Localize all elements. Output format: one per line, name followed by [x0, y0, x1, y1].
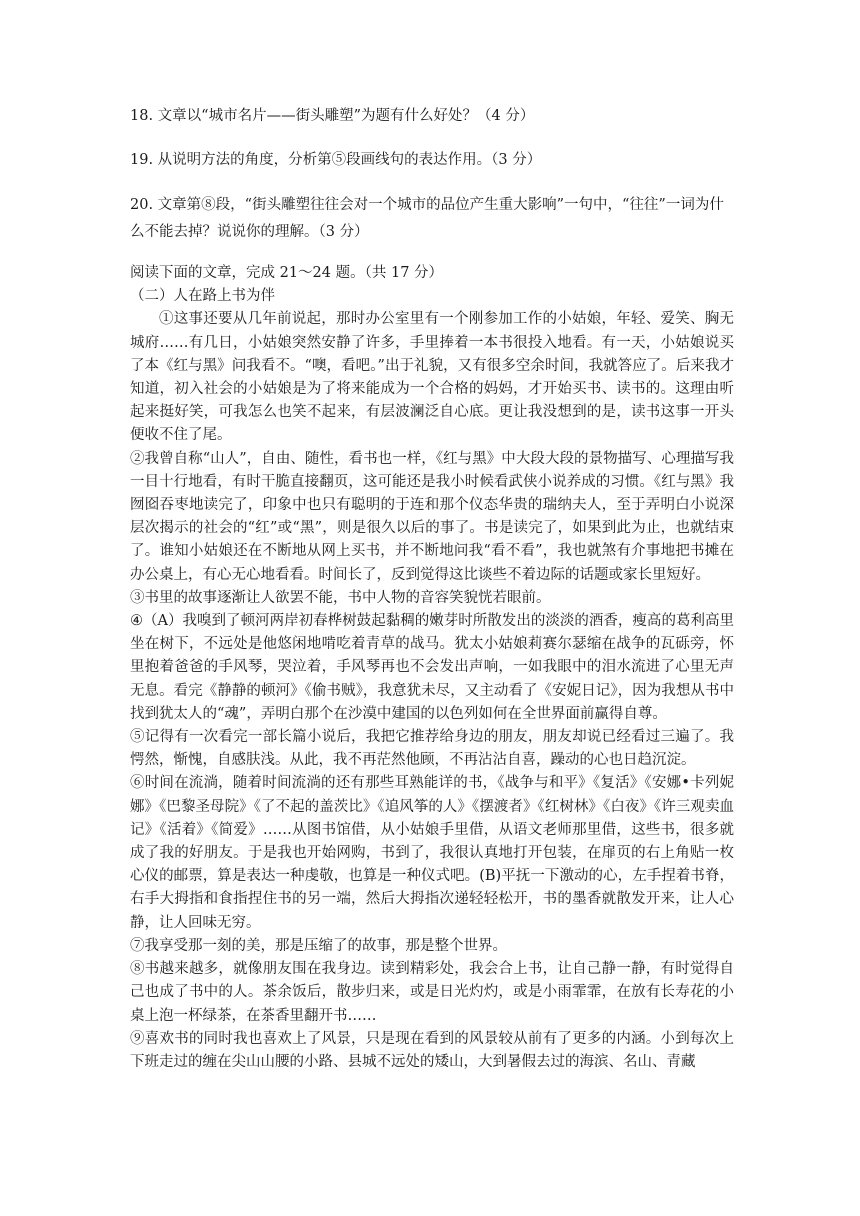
question-18: 18. 文章以“城市名片——街头雕塑”为题有什么好处？（4 分） [130, 108, 535, 124]
paragraph-4: ④（A）我嗅到了顿河两岸初春桦树鼓起黏稠的嫩芽时所散发出的淡淡的酒香，瘦高的葛利高里坐在树下，不远处是他悠闲地啃吃着青草的战马。犹太小姑娘莉赛尔瑟缩在战争的瓦砾旁，怀里抱着爸爸的手风琴，哭泣着，手风琴再也不会发出声响，一如我眼中的泪水流进了心里无声无息。看完《静静的顿河》《偷书贼》，我意犹未尽，又主动看了《安妮日记》，因为我想从书中找到犹太人的“魂”，弄明白那个在沙漠中建国的以色列如何在全世界面前赢得自尊。 [130, 613, 734, 722]
paragraph-6: ⑥时间在流淌，随着时间流淌的还有那些耳熟能详的书，《战争与和平》《复活》《安娜•卡列妮娜》《巴黎圣母院》《了不起的盖茨比》《追风筝的人》《摆渡者》《红树林》《白夜》《许三观卖血记》《活着》《简爱》……从图书馆借，从小姑娘手里借，从语文老师那里借，这些书，很多就成了我的好朋友。于是我也开始网购，书到了，我很认真地打开包装，在扉页的右上角贴一枚心仪的邮票，算是表达一种虔敬，也算是一种仪式吧。(B)平抚一下激动的心，左手捏着书脊，右手大拇指和食指捏住书的另一端，然后大拇指次递轻轻松开，书的墨香就散发开来，让人心静，让人回味无穷。 [130, 775, 734, 931]
reading-section [130, 262, 734, 1074]
paragraph-9: ⑨喜欢书的同时我也喜欢上了风景，只是现在看到的风景较从前有了更多的内涵。小到每次上下班走过的缠在尖山山腰的小路、县城不远处的矮山，大到暑假去过的海滨、名山、青藏 [130, 1030, 734, 1070]
reading-instruction: 阅读下面的文章，完成 21～24 题。（共 17 分） [130, 265, 444, 281]
paragraph-7: ⑦我享受那一刻的美，那是压缩了的故事，那是整个世界。 [130, 937, 507, 954]
question-19: 19. 从说明方法的角度，分析第⑤段画线句的表达作用。（3 分） [130, 152, 542, 168]
section-title: （二）人在路上书为伴 [130, 288, 275, 305]
paragraph-5: ⑤记得有一次看完一部长篇小说后，我把它推荐给身边的朋友，朋友却说已经看过三遍了。我愕然，惭愧，自感肤浅。从此，我不再茫然他顾，不再沾沾自喜，躁动的心也日趋沉淀。 [130, 729, 734, 769]
paragraph-8: ⑧书越来越多，就像朋友围在我身边。读到精彩处，我会合上书，让自己静一静，有时觉得自己也成了书中的人。茶余饭后，散步归来，或是日光灼灼，或是小雨霏霏，在放有长寿花的小桌上泡一杯绿茶，在茶香里翻开书…… [130, 961, 734, 1024]
question-20: 20. 文章第⑧段，“街头雕塑往往会对一个城市的品位产生重大影响”一句中，“往往”一词为什么不能去掉？说说你的理解。（3 分） [130, 197, 724, 240]
paragraph-1: ①这事还要从几年前说起，那时办公室里有一个刚参加工作的小姑娘，年轻、爱笑、胸无城府……有几日，小姑娘突然安静了许多，手里捧着一本书很投入地看。有一天，小姑娘说买了本《红与黑》问我看不。“噢，看吧。”出于礼貌，又有很多空余时间，我就答应了。后来我才知道，初入社会的小姑娘是为了将来能成为一个合格的妈妈，才开始买书、读书的。这理由听起来挺好笑，可我怎么也笑不起来，有层波澜泛自心底。更让我没想到的是，读书这事一开头便收不住了尾。 [130, 311, 734, 444]
paragraph-2: ②我曾自称“山人”，自由、随性，看书也一样，《红与黑》中大段大段的景物描写、心理描写我一目十行地看，有时干脆直接翻页，这可能还是我小时候看武侠小说养成的习惯。《红与黑》我囫囵吞枣地读完了，印象中也只有聪明的于连和那个仪态华贵的瑞纳夫人，至于弄明白小说深层次揭示的社会的“红”或“黑”，则是很久以后的事了。书是读完了，如果到此为止，也就结束了。谁知小姑娘还在不断地从网上买书，并不断地问我“看不看”，我也就煞有介事地把书摊在办公桌上，有心无心地看看。时间长了，反到觉得这比谈些不着边际的话题或家长里短好。 [130, 450, 734, 583]
paragraph-3: ③书里的故事逐渐让人欲罢不能，书中人物的音容笑貌恍若眼前。 [130, 589, 551, 606]
